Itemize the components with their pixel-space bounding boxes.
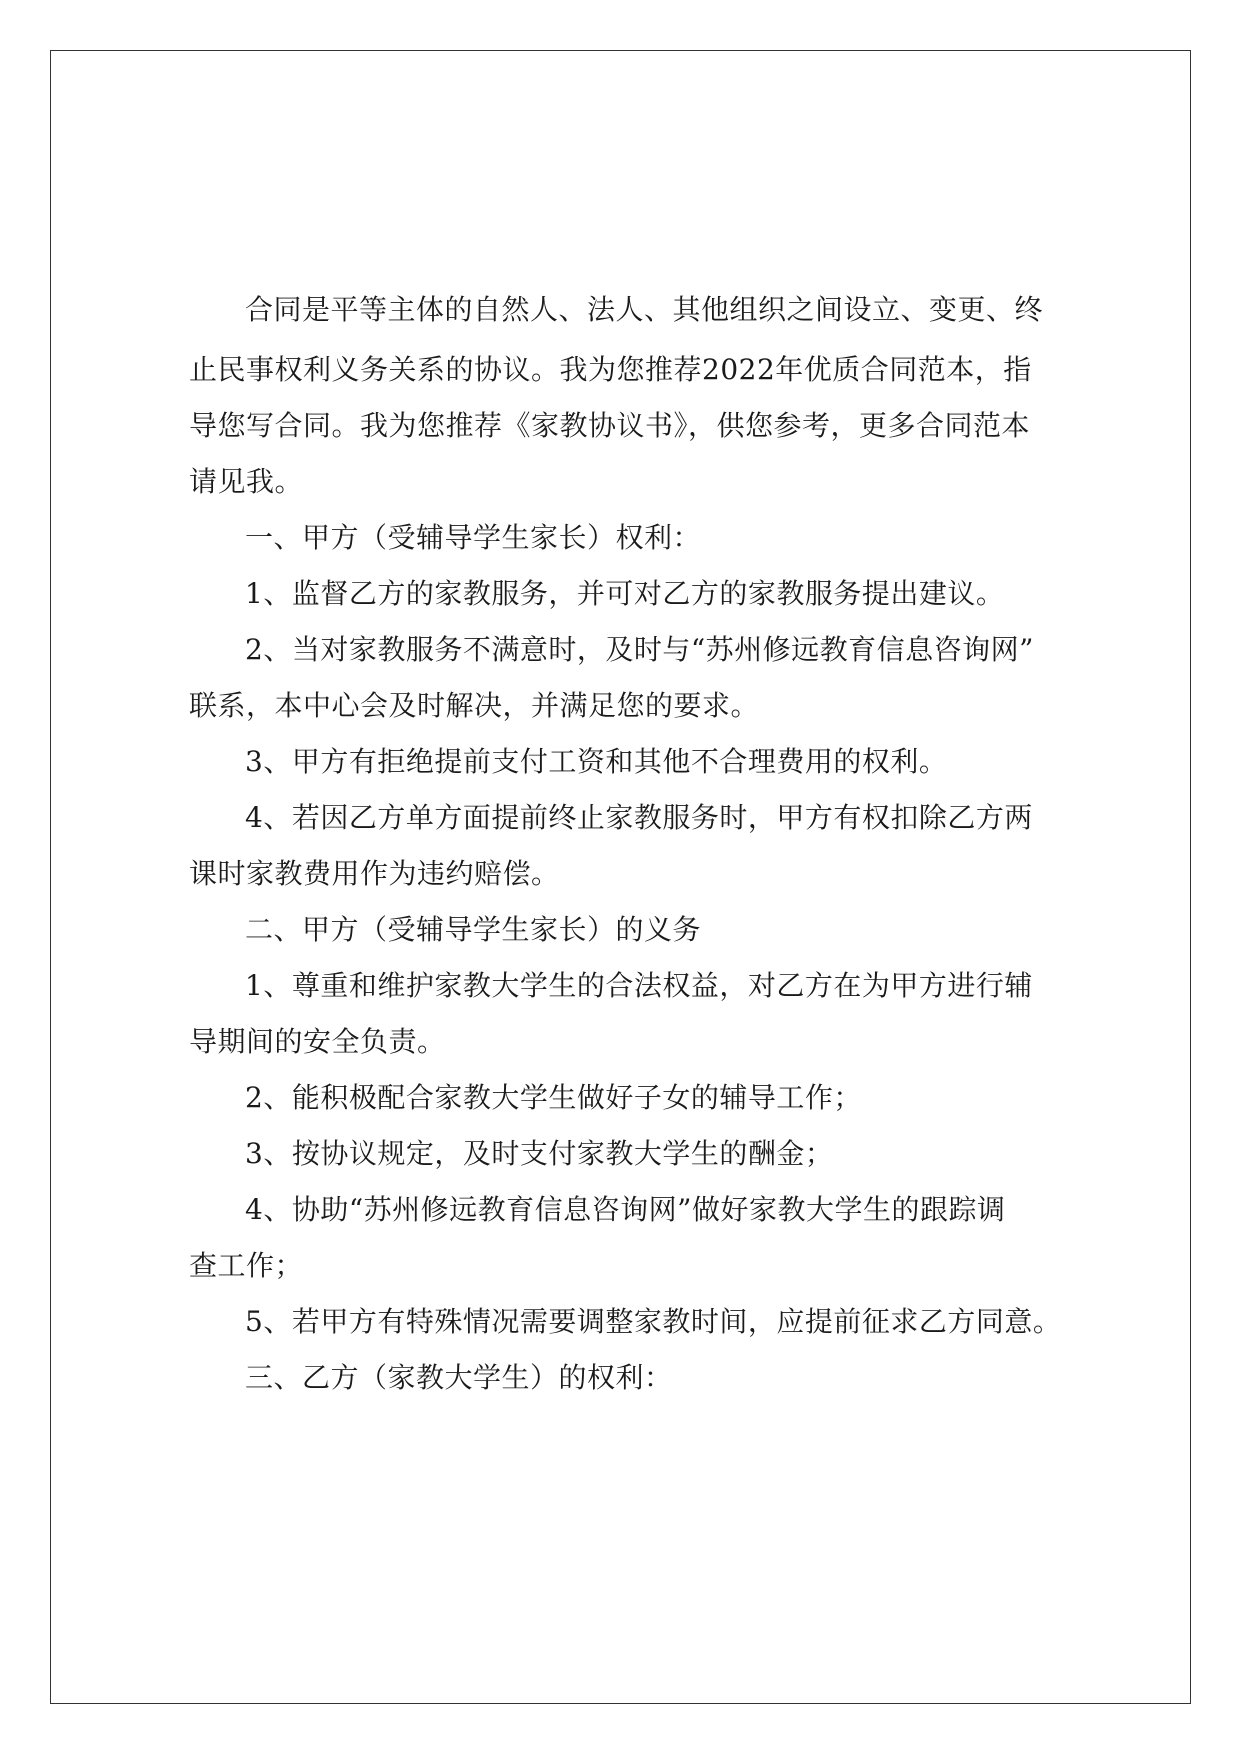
section-heading-2: 二、甲方（受辅导学生家长）的义务 xyxy=(245,913,702,946)
clause-2-5: 5、若甲方有特殊情况需要调整家教时间，应提前征求乙方同意。 xyxy=(245,1305,1062,1338)
clause-1-3: 3、甲方有拒绝提前支付工资和其他不合理费用的权利。 xyxy=(245,745,948,778)
clause-2-4-line-2: 查工作； xyxy=(189,1249,304,1282)
clause-2-4-line-1: 4、协助“苏州修远教育信息咨询网”做好家教大学生的跟踪调 xyxy=(245,1193,1006,1226)
clause-1-2-line-2: 联系，本中心会及时解决，并满足您的要求。 xyxy=(189,689,760,722)
section-heading-1: 一、甲方（受辅导学生家长）权利： xyxy=(245,521,702,554)
paragraph-intro-line-1: 合同是平等主体的自然人、法人、其他组织之间设立、变更、终 xyxy=(245,293,1044,326)
paragraph-intro-line-2: 止民事权利义务关系的协议。我为您推荐2022年优质合同范本，指 xyxy=(189,353,1032,386)
clause-2-1-line-1: 1、尊重和维护家教大学生的合法权益，对乙方在为甲方进行辅 xyxy=(245,969,1033,1002)
paragraph-intro-line-3: 导您写合同。我为您推荐《家教协议书》，供您参考，更多合同范本 xyxy=(189,409,1031,442)
clause-1-4-line-2: 课时家教费用作为违约赔偿。 xyxy=(189,857,560,890)
clause-1-1: 1、监督乙方的家教服务，并可对乙方的家教服务提出建议。 xyxy=(245,577,1005,610)
clause-1-2-line-1: 2、当对家教服务不满意时，及时与“苏州修远教育信息咨询网” xyxy=(245,633,1034,666)
section-heading-3: 三、乙方（家教大学生）的权利： xyxy=(245,1361,673,1394)
clause-1-4-line-1: 4、若因乙方单方面提前终止家教服务时，甲方有权扣除乙方两 xyxy=(245,801,1033,834)
clause-2-3: 3、按协议规定，及时支付家教大学生的酬金； xyxy=(245,1137,834,1170)
clause-2-2: 2、能积极配合家教大学生做好子女的辅导工作； xyxy=(245,1081,862,1114)
paragraph-intro-line-4: 请见我。 xyxy=(189,465,304,498)
clause-2-1-line-2: 导期间的安全负责。 xyxy=(189,1025,446,1058)
